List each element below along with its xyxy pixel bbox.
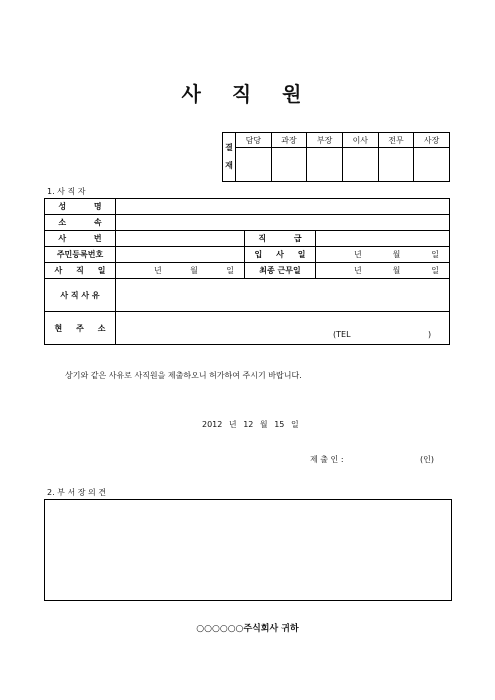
- approval-sign-cell[interactable]: [307, 148, 343, 182]
- document-title: 사 직 원: [181, 82, 314, 106]
- lastday-date-field[interactable]: 년 월 일: [316, 263, 450, 279]
- tel-close: ): [428, 330, 432, 339]
- seal-mark: (인): [420, 455, 434, 464]
- emp-no-label: 사 번: [45, 231, 116, 247]
- approval-header: 부장: [307, 133, 343, 148]
- name-label: 성 명: [45, 199, 116, 215]
- submitter-label: 제 출 인 :: [310, 455, 344, 464]
- rrn-label: 주민등록번호: [45, 247, 116, 263]
- company-addressee: ○○○○○○주식회사 귀하: [196, 624, 299, 634]
- reason-field[interactable]: [116, 279, 450, 312]
- address-field[interactable]: [116, 312, 450, 345]
- approval-header: 과장: [271, 133, 307, 148]
- section1-heading: 1. 사 직 자: [47, 187, 86, 196]
- approval-sign-cell[interactable]: [414, 148, 450, 182]
- approval-sign-cell[interactable]: [378, 148, 414, 182]
- tel-open: (TEL: [333, 330, 351, 339]
- dept-label: 소 속: [45, 215, 116, 231]
- approval-sign-cell[interactable]: [342, 148, 378, 182]
- submission-date: 2012 년 12 월 15 일: [202, 420, 299, 429]
- approval-sign-cell[interactable]: [271, 148, 307, 182]
- resign-label: 사 직 일: [45, 263, 116, 279]
- join-label: 입 사 일: [245, 247, 316, 263]
- lastday-label: 최종 근무일: [245, 263, 316, 279]
- dept-head-opinion-field[interactable]: [44, 499, 452, 601]
- resign-date-field[interactable]: 년 월 일: [116, 263, 245, 279]
- submitter-line: [310, 454, 435, 465]
- position-field[interactable]: [316, 231, 450, 247]
- dept-field[interactable]: [116, 215, 450, 231]
- approval-sign-cell[interactable]: [236, 148, 272, 182]
- approval-header: 이사: [342, 133, 378, 148]
- approval-header: 사장: [414, 133, 450, 148]
- statement-text: 상기와 같은 사유로 사직원을 제출하오니 허가하여 주시기 바랍니다.: [65, 371, 302, 380]
- name-field[interactable]: [116, 199, 450, 215]
- join-date-field[interactable]: 년 월 일: [316, 247, 450, 263]
- address-label: 현 주 소: [45, 312, 116, 345]
- approval-table: [222, 132, 450, 182]
- reason-label: 사 직 사 유: [45, 279, 116, 312]
- approval-label: 결 재: [223, 133, 236, 182]
- approval-header: 담당: [236, 133, 272, 148]
- position-label: 직 급: [245, 231, 316, 247]
- section2-heading: 2. 부 서 장 의 견: [47, 488, 106, 497]
- emp-no-field[interactable]: [116, 231, 245, 247]
- resignee-table: [44, 198, 450, 345]
- rrn-field[interactable]: [116, 247, 245, 263]
- approval-header: 전무: [378, 133, 414, 148]
